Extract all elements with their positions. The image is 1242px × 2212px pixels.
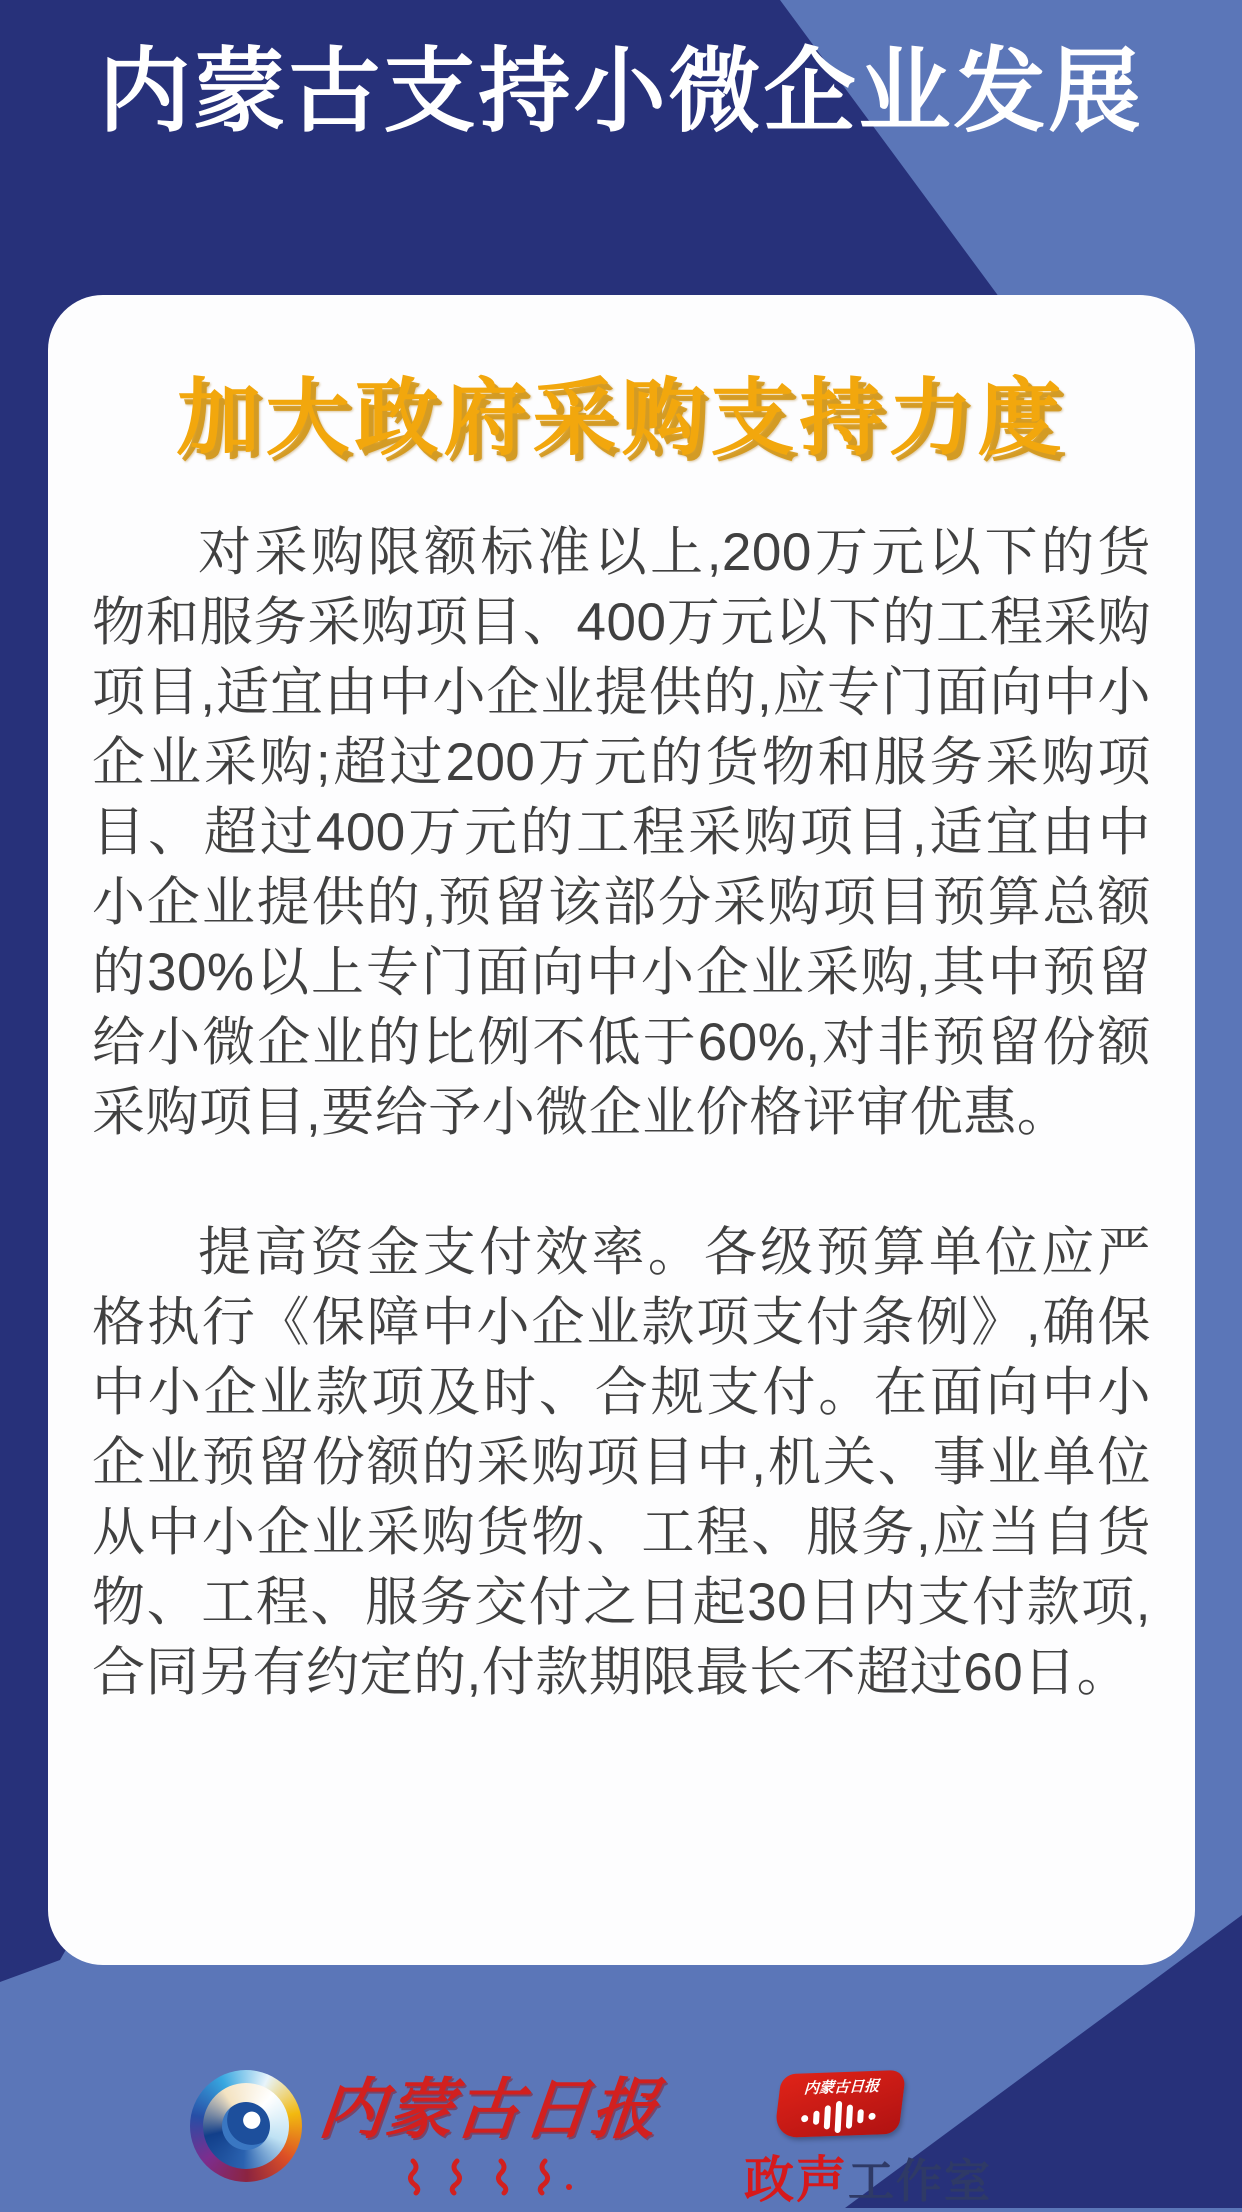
studio-name-dark: 工作室: [848, 2155, 992, 2207]
swirl-logo-icon: [190, 2070, 302, 2182]
inner-mongolia-daily-name: 内蒙古日报: [315, 2072, 664, 2146]
daily-logo-text-block: [315, 2056, 664, 2197]
zhengsheng-studio-logo: [744, 2072, 992, 2212]
paragraph-payment-efficiency: 提高资金支付效率。各级预算单位应严格执行《保障中小企业款项支付条例》,确保中小企业款项及时、合规支付。在面向中小企业预留份额的采购项目中,机关、事业单位从中小企业采购货物、工程、服务,应当自货物、工程、服务交付之日起30日内支付款项,合同另有约定的,付款期限最长不超过60日。: [92, 1223, 1151, 1702]
inner-mongolia-daily-logo: [190, 2056, 664, 2197]
mongolian-script-icon: [395, 2157, 585, 2197]
flag-masthead-text: 内蒙古日报: [804, 2077, 881, 2097]
content-card: [48, 295, 1195, 1965]
red-flag-icon: [774, 2070, 907, 2138]
section-title: 加大政府采购支持力度: [176, 371, 1067, 465]
paragraph-procurement-quota: 对采购限额标准以上,200万元以下的货物和服务采购项目、400万元以下的工程采购项目,适宜由中小企业提供的,应专门面向中小企业采购;超过200万元的货物和服务采购项目、超过400万元的工程采购项目,适宜由中小企业提供的,预留该部分采购项目预算总额的30%以上专门面向中小企业采购,其中预留给小微企业的比例不低于60%,对非预留份额采购项目,要给予小微企业价格评审优惠。: [92, 523, 1151, 1142]
studio-name-red: 政声: [744, 2152, 848, 2208]
footer-logos: [0, 2056, 1212, 2212]
soundwave-icon: [800, 2099, 876, 2133]
studio-name: [744, 2140, 992, 2212]
poster-title: 内蒙古支持小微企业发展: [98, 41, 1144, 143]
